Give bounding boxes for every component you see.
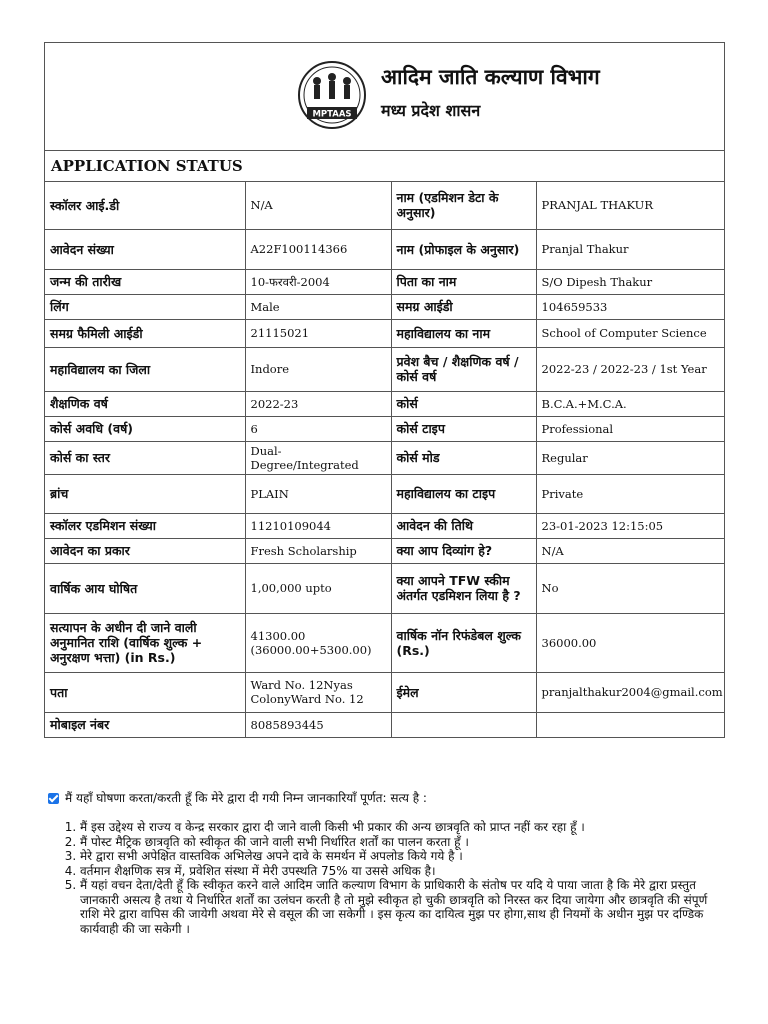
org-title: आदिम जाति कल्याण विभाग	[381, 65, 600, 89]
field-label: कोर्स का स्तर	[45, 441, 245, 474]
field-value: S/O Dipesh Thakur	[536, 269, 724, 294]
table-row	[45, 347, 724, 391]
field-value: 2022-23	[245, 391, 391, 416]
field-value: pranjalthakur2004@gmail.com	[536, 672, 724, 712]
field-value: 2022-23 / 2022-23 / 1st Year	[536, 347, 724, 391]
field-value: Fresh Scholarship	[245, 538, 391, 563]
field-label: नाम (प्रोफाइल के अनुसार)	[391, 229, 536, 269]
department-logo-icon	[295, 61, 369, 131]
field-label: वार्षिक नॉन रिफंडेबल शुल्क (Rs.)	[391, 613, 536, 672]
field-value: 36000.00	[536, 613, 724, 672]
field-label: क्या आपने TFW स्कीम अंतर्गत एडमिशन लिया है ?	[391, 563, 536, 613]
table-row	[45, 513, 724, 538]
field-value: N/A	[536, 538, 724, 563]
field-label: आवेदन का प्रकार	[45, 538, 245, 563]
field-label: ईमेल	[391, 672, 536, 712]
field-value: Indore	[245, 347, 391, 391]
field-value: No	[536, 563, 724, 613]
field-label: समग्र फैमिली आईडी	[45, 319, 245, 347]
section-title: APPLICATION STATUS	[45, 151, 724, 182]
table-row	[45, 474, 724, 513]
table-row	[45, 416, 724, 441]
declaration-section	[48, 791, 728, 936]
field-value: School of Computer Science	[536, 319, 724, 347]
field-label: महाविद्यालय का नाम	[391, 319, 536, 347]
table-row	[45, 672, 724, 712]
declaration-checkbox[interactable]	[48, 793, 59, 804]
declaration-item: 2. मैं पोस्ट मैट्रिक छात्रवृति को स्वीकृत की जाने वाली सभी निर्धारित शर्तों का पालन करता हूँ ।	[80, 835, 728, 850]
field-label: सत्यापन के अधीन दी जाने वाली अनुमानित राशि (वार्षिक शुल्क + अनुरक्षण भत्ता) (in Rs.)	[45, 613, 245, 672]
field-value: Dual-Degree/Integrated	[245, 441, 391, 474]
table-row	[45, 319, 724, 347]
field-value: B.C.A.+M.C.A.	[536, 391, 724, 416]
field-label: पिता का नाम	[391, 269, 536, 294]
field-label: जन्म की तारीख	[45, 269, 245, 294]
table-row	[45, 294, 724, 319]
application-document	[44, 42, 725, 738]
field-value: Male	[245, 294, 391, 319]
field-value: 6	[245, 416, 391, 441]
field-label: शैक्षणिक वर्ष	[45, 391, 245, 416]
field-value: 21115021	[245, 319, 391, 347]
field-label: पता	[45, 672, 245, 712]
application-details-table	[45, 182, 724, 737]
table-row	[45, 391, 724, 416]
table-row	[45, 538, 724, 563]
table-row	[45, 563, 724, 613]
declaration-item: 5. मैं यहां वचन देता/देती हूँ कि स्वीकृत करने वाले आदिम जाति कल्याण विभाग के प्राधिकारी के संतोष पर यदि ये पाया जाता है कि मेरे द्वारा प्रस्तुत जानकारी असत्य है तथा ये निर्धारित शर्तों का उलंघन करती है तो मुझे स्वीकृत हो चुकी छात्रवृति को निरस्त कर दिया जायेगा और छात्रवृति की संपूर्ण राशि मेरे द्वारा वापिस की जायेगी अथवा मेरे से वसूल की जा सकेगी । इस कृत्य का दायित्व मुझ पर होगा,साथ ही नियमों के अधीन मुझ पर दण्डिक कार्यवाही की जा सकेगी ।	[80, 878, 728, 936]
declaration-intro: मैं यहाँ घोषणा करता/करती हूँ कि मेरे द्वारा दी गयी निम्न जानकारियाँ पूर्णत: सत्य है :	[65, 791, 427, 805]
field-value: Regular	[536, 441, 724, 474]
field-label: मोबाइल नंबर	[45, 712, 245, 737]
org-subtitle: मध्य प्रदेश शासन	[381, 101, 481, 120]
field-label: प्रवेश बैच / शैक्षणिक वर्ष / कोर्स वर्ष	[391, 347, 536, 391]
field-value: A22F100114366	[245, 229, 391, 269]
field-value: 1,00,000 upto	[245, 563, 391, 613]
field-label: कोर्स	[391, 391, 536, 416]
table-row	[45, 613, 724, 672]
field-label: कोर्स टाइप	[391, 416, 536, 441]
field-label: आवेदन की तिथि	[391, 513, 536, 538]
field-label: नाम (एडमिशन डेटा के अनुसार)	[391, 182, 536, 229]
table-row	[45, 269, 724, 294]
field-value: Private	[536, 474, 724, 513]
declaration-list	[48, 820, 728, 936]
field-value	[536, 712, 724, 737]
table-row	[45, 229, 724, 269]
field-label: कोर्स मोड	[391, 441, 536, 474]
table-row	[45, 182, 724, 229]
field-value: Pranjal Thakur	[536, 229, 724, 269]
field-label: आवेदन संख्या	[45, 229, 245, 269]
declaration-item: 3. मेरे द्वारा सभी अपेक्षित वास्तविक अभिलेख अपने दावे के समर्थन में अपलोड किये गये है ।	[80, 849, 728, 864]
field-value: 11210109044	[245, 513, 391, 538]
field-value: 10-फरवरी-2004	[245, 269, 391, 294]
field-label: ब्रांच	[45, 474, 245, 513]
field-label: महाविद्यालय का जिला	[45, 347, 245, 391]
document-header	[45, 43, 724, 151]
field-value: 8085893445	[245, 712, 391, 737]
field-value: 23-01-2023 12:15:05	[536, 513, 724, 538]
field-label: स्कॉलर एडमिशन संख्या	[45, 513, 245, 538]
field-value: N/A	[245, 182, 391, 229]
field-value: 104659533	[536, 294, 724, 319]
field-value: Ward No. 12Nyas ColonyWard No. 12	[245, 672, 391, 712]
field-label: समग्र आईडी	[391, 294, 536, 319]
field-value: PLAIN	[245, 474, 391, 513]
field-label	[391, 712, 536, 737]
declaration-item: 1. मैं इस उद्देश्य से राज्य व केन्द्र सरकार द्वारा दी जाने वाली किसी भी प्रकार की अन्य छात्रवृति को प्राप्त नहीं कर रहा हूँ ।	[80, 820, 728, 835]
field-value: PRANJAL THAKUR	[536, 182, 724, 229]
field-value: Professional	[536, 416, 724, 441]
table-row	[45, 712, 724, 737]
logo-text: MPTAAS	[312, 109, 352, 120]
field-label: लिंग	[45, 294, 245, 319]
field-label: क्या आप दिव्यांग हे?	[391, 538, 536, 563]
declaration-item: 4. वर्तमान शैक्षणिक सत्र में, प्रवेशित संस्था में मेरी उपस्थति 75% या उससे अधिक है।	[80, 864, 728, 879]
field-label: स्कॉलर आई.डी	[45, 182, 245, 229]
field-label: महाविद्यालय का टाइप	[391, 474, 536, 513]
field-label: कोर्स अवधि (वर्ष)	[45, 416, 245, 441]
field-label: वार्षिक आय घोषित	[45, 563, 245, 613]
table-row	[45, 441, 724, 474]
field-value: 41300.00 (36000.00+5300.00)	[245, 613, 391, 672]
